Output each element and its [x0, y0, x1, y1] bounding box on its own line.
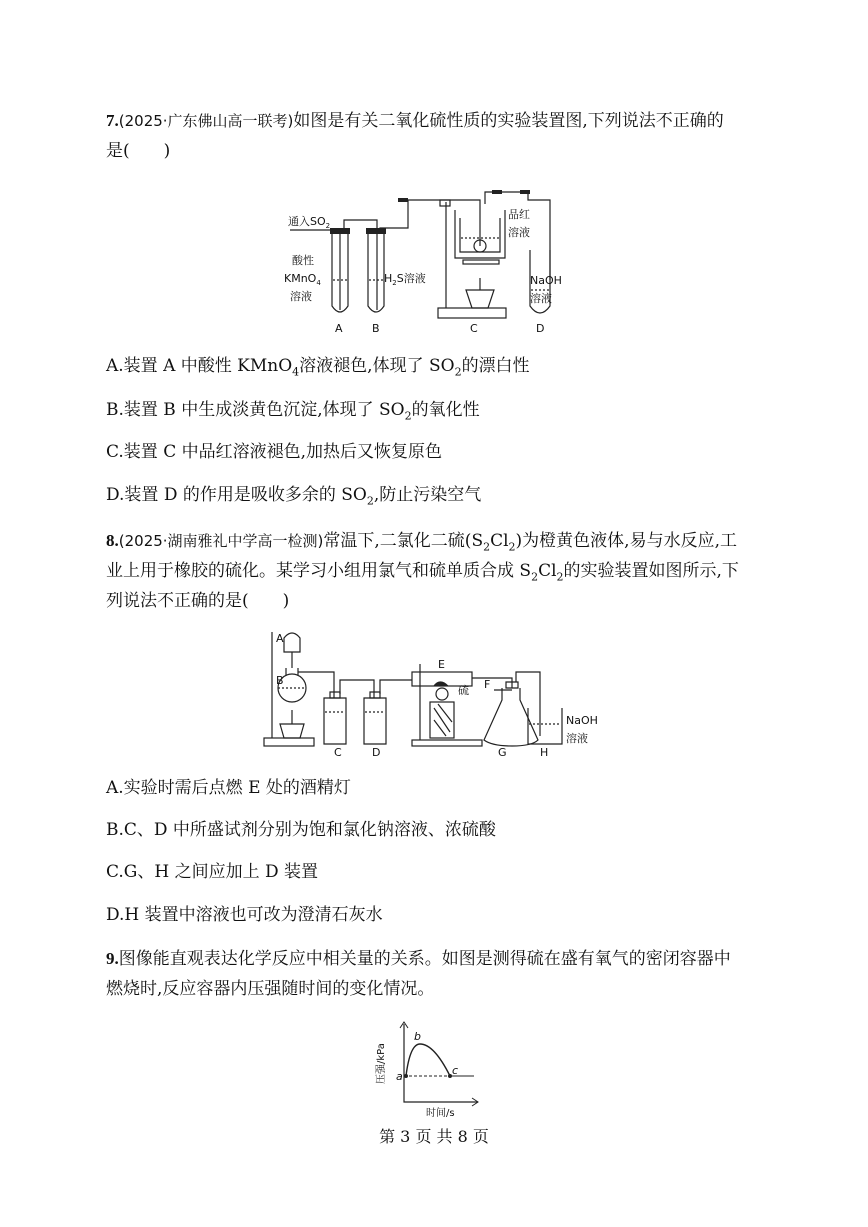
label-b: B: [276, 674, 284, 687]
a-reagent-line3: 溶液: [290, 290, 312, 303]
q7-option-c: C.装置 C 中品红溶液褪色,加热后又恢复原色: [106, 442, 443, 462]
question-7: [106, 106, 766, 166]
q8-option-d: D.H 装置中溶液也可改为澄清石灰水: [106, 905, 383, 925]
q8-line2: 业上用于橡胶的硫化。某学习小组用氯气和硫单质合成 $S_2Cl_2$的实验装置如图所示,下: [106, 561, 739, 584]
a-reagent-line1: 酸性: [292, 254, 314, 267]
iron-stand-base: [438, 308, 506, 318]
q8-line3: 列说法不正确的是( ): [106, 591, 290, 611]
test-tube-b: [368, 232, 384, 312]
label-f: F: [484, 678, 491, 691]
x-axis-label: 时间/s: [426, 1108, 455, 1119]
label-a: A: [335, 322, 343, 335]
c-reagent-line1: 品红: [508, 208, 530, 221]
y-axis-label: 压强/kPa: [376, 1043, 387, 1084]
q7-option-d: D.装置 D 的作用是吸收多余的 $SO_2$,防止污染空气: [106, 485, 482, 508]
q7-stem-line2: 是( ): [106, 141, 171, 161]
q9-line2: 燃烧时,反应容器内压强随时间的变化情况。: [106, 979, 435, 999]
label-e: E: [438, 658, 445, 671]
beaker-h: [528, 708, 562, 744]
q8-option-c: C.G、H 之间应加上 D 装置: [106, 862, 319, 882]
q8-apparatus-figure: [262, 628, 622, 762]
q8-option-b: B.C、D 中所盛试剂分别为饱和氯化钠溶液、浓硫酸: [106, 820, 496, 840]
q8-line1: 8.(2025·湖南雅礼中学高一检测)常温下,二氯化二硫$(S_2Cl_2)$为橙黄色液体,易与水反应,工: [106, 531, 737, 554]
q8-option-a: A.实验时需后点燃 E 处的酒精灯: [106, 778, 351, 798]
label-a: A: [276, 632, 284, 645]
question-9: [106, 944, 766, 1004]
q7-apparatus-figure: [280, 180, 580, 344]
label-c: C: [470, 322, 478, 335]
flask-g: [484, 688, 538, 746]
sulfur-label: 硫: [458, 684, 469, 697]
label-a: a: [396, 1070, 403, 1083]
q9-pressure-graph: [370, 1020, 480, 1124]
label-h: H: [540, 746, 549, 758]
point-a: [404, 1074, 408, 1078]
d-reagent-line1: NaOH: [530, 274, 562, 287]
label-b: b: [414, 1030, 421, 1043]
label-g: G: [498, 746, 507, 758]
label-c: C: [334, 746, 342, 758]
pressure-curve: [406, 1044, 450, 1076]
question-8: [106, 526, 766, 616]
d-reagent-line2: 溶液: [530, 292, 552, 305]
page-footer: 第 3 页 共 8 页: [379, 1127, 489, 1146]
q7-option-a: A.装置 A 中酸性 KMnO$_4$溶液褪色,体现了 $SO_2$的漂白性: [106, 356, 530, 379]
q9-line1: 9.图像能直观表达化学反应中相关量的关系。如图是测得硫在盛有氧气的密闭容器中: [106, 949, 731, 969]
naoh-label-line2: 溶液: [566, 732, 588, 745]
label-d: D: [536, 322, 545, 335]
label-b: B: [372, 322, 380, 335]
label-d: D: [372, 746, 381, 758]
a-reagent-line2: KMnO$_4$: [284, 272, 321, 287]
label-c: c: [452, 1064, 459, 1077]
c-reagent-line2: 溶液: [508, 226, 530, 239]
bottle-c: [324, 698, 346, 744]
b-reagent: $H_2S$溶液: [384, 272, 426, 287]
bottle-d: [364, 698, 386, 744]
inlet-label: 通入$SO_2$: [288, 215, 331, 230]
q7-stem-line1: 7.(2025·广东佛山高一联考)如图是有关二氧化硫性质的实验装置图,下列说法不正确的: [106, 111, 724, 131]
naoh-label-line1: NaOH: [566, 714, 598, 727]
q7-option-b: B.装置 B 中生成淡黄色沉淀,体现了 $SO_2$的氧化性: [106, 400, 480, 423]
